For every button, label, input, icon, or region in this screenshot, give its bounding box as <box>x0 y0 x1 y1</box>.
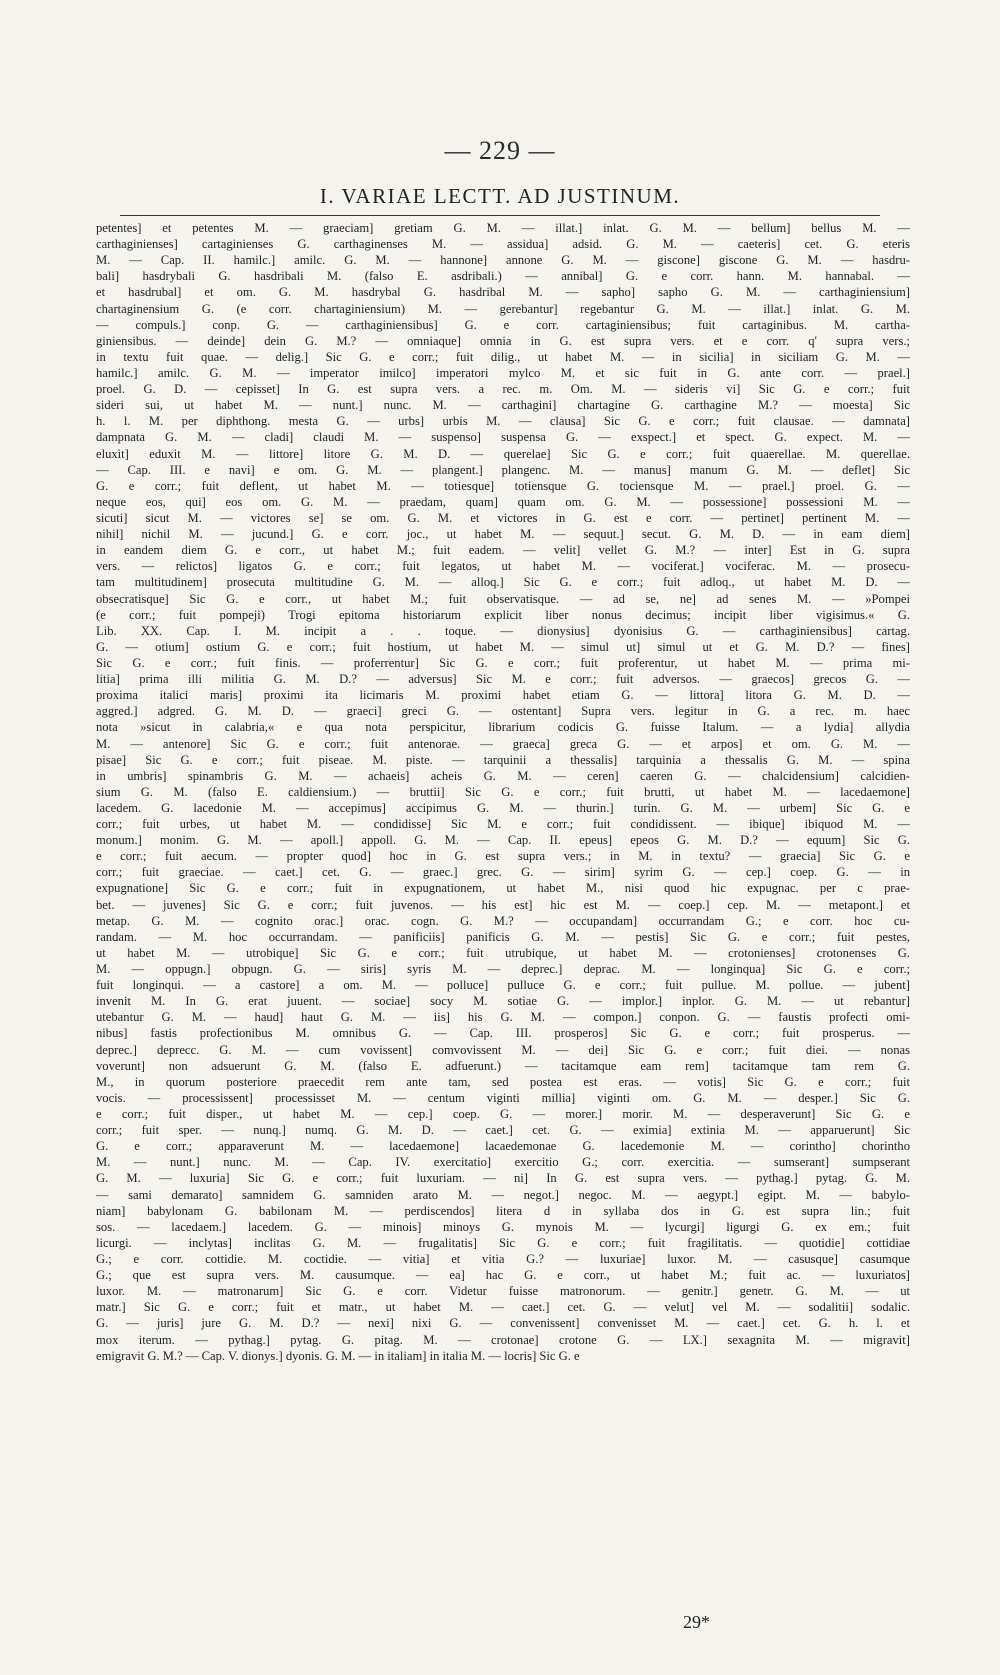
text-line: eluxit] eduxit M. — littore] litore G. M. D. — querelae] Sic G. e corr.; fuit quaerellae. M. querellae. <box>96 446 910 461</box>
text-line: hamilc.] amilc. G. M. — imperator imilco] imperatori mylco M. et sic fuit in G. ante corr. — prael.] <box>96 365 910 380</box>
text-line: corr.; fuit urbes, ut habet M. — condidisse] Sic M. e corr.; fuit condidissent. — ibique] ibiquod M. — <box>96 817 910 832</box>
text-line: randam. — M. hoc occurrandam. — panificiis] panificis G. M. — pestis] Sic G. e corr.; fuit pestes, <box>96 929 910 944</box>
text-line: chartaginensium G. (e corr. chartaginiensium) M. — gerebantur] regebantur G. M. — illat.] inlat. G. M. <box>96 301 910 316</box>
text-line: tam multitudinem] prosecuta multitudine G. M. — alloq.] Sic G. e corr.; fuit adloq., ut habet M. D. — <box>96 575 910 590</box>
text-line: mox iterum. — pythag.] pytag. G. pitag. M. — crotonae] crotone G. — LX.] sexagnita M. — migravit] <box>96 1332 910 1347</box>
text-line: G. e corr.; fuit deflent, ut habet M. — totiesque] totiensque G. tociensque M. — prael.] proel. G. — <box>96 478 910 493</box>
text-line: aggred.] adgred. G. M. D. — graeci] greci G. — ostentant] Supra vers. legitur in G. a rec. m. haec <box>96 704 910 719</box>
text-line: sos. — lacedaem.] lacedem. G. — minois] minoys G. mynois M. — lycurgi] ligurgi G. ex em.; fuit <box>96 1219 910 1234</box>
text-line: proxima italici maris] proximi ita licimaris M. proximi habet etiam G. — littora] litora G. M. D. — <box>96 688 910 703</box>
text-line: niam] babylonam G. babilonam M. — perdiscendos] litera d in syllaba dos in G. est supra lin.; fuit <box>96 1203 910 1218</box>
text-line: neque eos, qui] eos om. G. M. — praedam, quam] quam om. G. M. — possessione] possessioni M. — <box>96 494 910 509</box>
text-line: ut habet M. — utrobique] Sic G. e corr.; fuit utrubique, ut habet M. — crotonienses] crotonenses G. <box>96 945 910 960</box>
text-line: M. — nunt.] nunc. M. — Cap. IV. exercitatio] exercitio G.; corr. exercitia. — sumserant] sumpserant <box>96 1155 910 1170</box>
text-line: e corr.; fuit disper., ut habet M. — cep.] coep. G. — morer.] morir. M. — desperaverunt] Sic G. e <box>96 1107 910 1122</box>
text-line: M., in quorum posteriore praecedit rem ante tam, sed postea est eras. — votis] Sic G. e corr.; fuit <box>96 1074 910 1089</box>
text-line: Lib. XX. Cap. I. M. incipit a . . toque. — dionysius] dyonisius G. — carthaginiensibus] cartag. <box>96 623 910 638</box>
text-line: (e corr.; fuit pompeji) Trogi epitoma historiarum explicit liber nonus decimus; incipit liber vigisimus.« G. <box>96 607 910 622</box>
text-line: G.; que est supra vers. M. causumque. — ea] hac G. e corr., ut habet M.; fuit ac. — luxuriatos] <box>96 1268 910 1283</box>
text-line: Sic G. e corr.; fuit finis. — proferrentur] Sic G. e corr.; fuit proferentur, ut habet M. — prima mi- <box>96 655 910 670</box>
text-line: G. M. — luxuria] Sic G. e corr.; fuit luxuriam. — ni] In G. est supra vers. — pythag.] pytag. G. M. <box>96 1171 910 1186</box>
text-line: corr.; fuit sper. — nunq.] numq. G. M. D. — caet.] cet. G. — eximia] extinia M. — apparuerunt] Sic <box>96 1123 910 1138</box>
text-line: in textu fuit quae. — delig.] Sic G. e corr.; fuit dilig., ut habet M. — in sicilia] in siciliam G. M. — <box>96 349 910 364</box>
text-line: M. — antenore] Sic G. e corr.; fuit antenorae. — graeca] greca G. — et arpos] et om. G. M. — <box>96 736 910 751</box>
text-line: monum.] monim. G. M. — apoll.] appoll. G. M. — Cap. II. epeus] epeos G. M. D.? — equum] Sic G. <box>96 833 910 848</box>
text-line: obsecratisque] Sic G. e corr., ut habet M.; fuit observatisque. — ad se, ne] ad senes M. — »Pompei <box>96 591 910 606</box>
text-line: carthaginienses] cartaginienses G. carthaginenses M. — assidua] adsid. G. M. — caeteris] cet. G. eteris <box>96 237 910 252</box>
text-line: nihil] nichil M. — jucund.] G. e corr. joc., ut habet M. — sequut.] secut. G. M. D. — in eam diem] <box>96 527 910 542</box>
page-number: — 229 — <box>444 136 556 165</box>
text-line: sicuti] sicut M. — victores se] se om. G. M. et victores in G. est e corr. — pertinet] pertinent M. — <box>96 510 910 525</box>
section-title: I. VARIAE LECTT. AD JUSTINUM. <box>319 184 681 208</box>
text-line: vers. — relictos] ligatos G. e corr.; fuit legatos, ut habet M. — vociferat.] vociferac. M. — prosecu- <box>96 559 910 574</box>
text-line: matr.] Sic G. e corr.; fuit et matr., ut habet M. — caet.] cet. G. — velut] vel M. — sodalitii] sodalic. <box>96 1300 910 1315</box>
text-line: litia] prima illi militia G. M. D.? — adversus] Sic M. e corr.; fuit adversos. — graecos] grecos G. — <box>96 672 910 687</box>
text-line: G. — otium] ostium G. e corr.; fuit hostium, ut habet M. — simul ut] simul ut et G. M. D.? — fines] <box>96 639 910 654</box>
text-line: e corr.; fuit aecum. — propter quod] hoc in G. est supra vers.; in M. in textu? — graecia] Sic G. e <box>96 849 910 864</box>
text-line: pisae] Sic G. e corr.; fuit piseae. M. piste. — tarquinii a thessalis] tarquinia a thessalis G. M. — spina <box>96 752 910 767</box>
text-line: lacedem. G. lacedonie M. — accepimus] accipimus G. M. — thurin.] turin. G. M. — urbem] Sic G. e <box>96 800 910 815</box>
text-line: G. — juris] jure G. M. D.? — nexi] nixi G. — convenissent] convenisset M. — caet.] cet. G. h. l. et <box>96 1316 910 1331</box>
text-line: voverunt] non adsuerunt G. M. (falso E. adfuerunt.) — tacitamque eam rem] tacitamque tam rem G. <box>96 1058 910 1073</box>
text-line: fuit longinqui. — a castore] a om. M. — polluce] pulluce G. e corr.; fuit pullue. M. pollue. — jubent] <box>96 978 910 993</box>
text-line: et hasdrubal] et om. G. M. hasdrybal G. hasdribal M. — sapho] sapho G. M. — carthaginiensium] <box>96 285 910 300</box>
text-line: G.; e corr. cottidie. M. coctidie. — vitia] et vitia G.? — luxuriae] luxor. M. — casusque] casumque <box>96 1252 910 1266</box>
text-line: bali] hasdrybali G. hasdribali M. (falso E. asdribali.) — annibal] G. e corr. hann. M. hannabal. — <box>96 269 910 284</box>
title-rule <box>120 215 880 216</box>
text-line: G. e corr.; apparaverunt M. — lacedaemone] lacaedemonae G. lacedemonie M. — corintho] chorintho <box>96 1139 910 1154</box>
text-line: luxor. M. — matronarum] Sic G. e corr. Videtur fuisse matronorum. — genitr.] genetr. G. M. — ut <box>96 1284 910 1299</box>
text-line: invenit M. In G. erat juuent. — sociae] socy M. sotiae G. — implor.] inplor. G. M. — ut rebantur] <box>96 994 910 1009</box>
text-line: sideri sui, ut habet M. — nunt.] nunc. M. — carthagini] chartagine G. carthagine M.? — moesta] Sic <box>96 398 910 413</box>
text-line: utebantur G. M. — haud] haut G. M. — iis] his G. M. — compon.] conpon. G. — faustis profecti omi- <box>96 1010 910 1025</box>
text-line: corr.; fuit graeciae. — caet.] cet. G. — graec.] grec. G. — sirim] syrim G. — cep.] coep. G. — in <box>96 865 910 880</box>
text-line: metap. G. M. — cognito orac.] orac. cogn. G. M.? — occupandam] occurrandam G.; e corr. hoc cu- <box>96 913 910 928</box>
text-line: in umbris] spinambris G. M. — achaeis] acheis G. M. — ceren] caeren G. — chalcidensium] calcidien- <box>96 768 910 783</box>
text-line: emigravit G. M.? — Cap. V. dionys.] dyonis. G. M. — in italiam] in italia M. — locris] Sic G. e <box>96 1348 580 1363</box>
text-line: sium G. M. (falso E. caldiensium.) — bruttii] Sic G. e corr.; fuit brutti, ut habet M. — lacedaemone] <box>96 784 910 799</box>
text-line: in eandem diem G. e corr., ut habet M.; fuit eadem. — velit] vellet G. M.? — inter] Est in G. supra <box>96 543 910 558</box>
text-line: M. — oppugn.] obpugn. G. — siris] syris M. — deprec.] deprac. M. — longinqua] Sic G. e corr.; <box>96 962 910 977</box>
text-line: — sami demarato] samnidem G. samniden arato M. — negot.] negoc. M. — aegypt.] egipt. M. — babylo- <box>96 1187 910 1202</box>
text-line: expugnatione] Sic G. e corr.; fuit in expugnationem, ut habet M., nisi quod hic expugnac. per c prae- <box>96 881 910 896</box>
text-line: — compuls.] conp. G. — carthaginiensibus] G. e corr. cartaginiensibus; fuit cartaginibus. M. cartha- <box>96 317 910 332</box>
text-line: — Cap. III. e navi] e om. G. M. — plangent.] plangenc. M. — manus] manum G. M. — deflet] Sic <box>96 462 910 477</box>
text-line: bet. — juvenes] Sic G. e corr.; fuit juvenos. — his est] hic est M. — coep.] cep. M. — metapont.] et <box>96 897 910 912</box>
text-line: nibus] fastis profectionibus M. omnibus G. — Cap. III. prosperos] Sic G. e corr.; fuit prosperus. — <box>96 1026 910 1041</box>
text-line: deprec.] deprecc. G. M. — cum vovissent] comvovissent M. — dei] Sic G. e corr.; fuit diei. — nonas <box>96 1042 910 1057</box>
printer-signature: 29* <box>683 1612 710 1632</box>
text-body <box>96 220 910 1364</box>
text-line: giniensibus. — deinde] dein G. M.? — omniaque] omnia in G. est supra vers. et e corr. q' supra vers.; <box>96 333 910 348</box>
text-line: vocis. — processissent] processisset M. — centum viginti millia] viginti om. G. M. — desper.] Sic G. <box>96 1090 910 1105</box>
text-line: proel. G. D. — cepisset] In G. est supra vers. a rec. m. Om. M. — sideris vi] Sic G. e corr.; fuit <box>96 382 910 397</box>
text-line: licurgi. — inclytas] inclitas G. M. — frugalitatis] Sic G. e corr.; fuit fragilitatis. — quotidie] cottidiae <box>96 1235 910 1250</box>
text-line: nota »sicut in calabria,« e qua nota perspicitur, librarium codicis G. fuisse Italum. — a lydia] allydia <box>96 720 910 735</box>
text-line: M. — Cap. II. hamilc.] amilc. G. M. — hannone] annone G. M. — giscone] giscone G. M. — hasdru- <box>96 253 910 268</box>
text-line: h. l. M. per diphthong. mesta G. — urbs] urbis M. — clausa] Sic G. e corr.; fuit clausae. — damnata] <box>96 414 910 429</box>
text-line: petentes] et petentes M. — graeciam] gretiam G. M. — illat.] inlat. G. M. — bellum] bellus M. — <box>96 221 910 235</box>
text-line: dampnata G. M. — cladi] claudi M. — suspenso] suspensa G. — exspect.] et spect. G. expect. M. — <box>96 430 910 445</box>
